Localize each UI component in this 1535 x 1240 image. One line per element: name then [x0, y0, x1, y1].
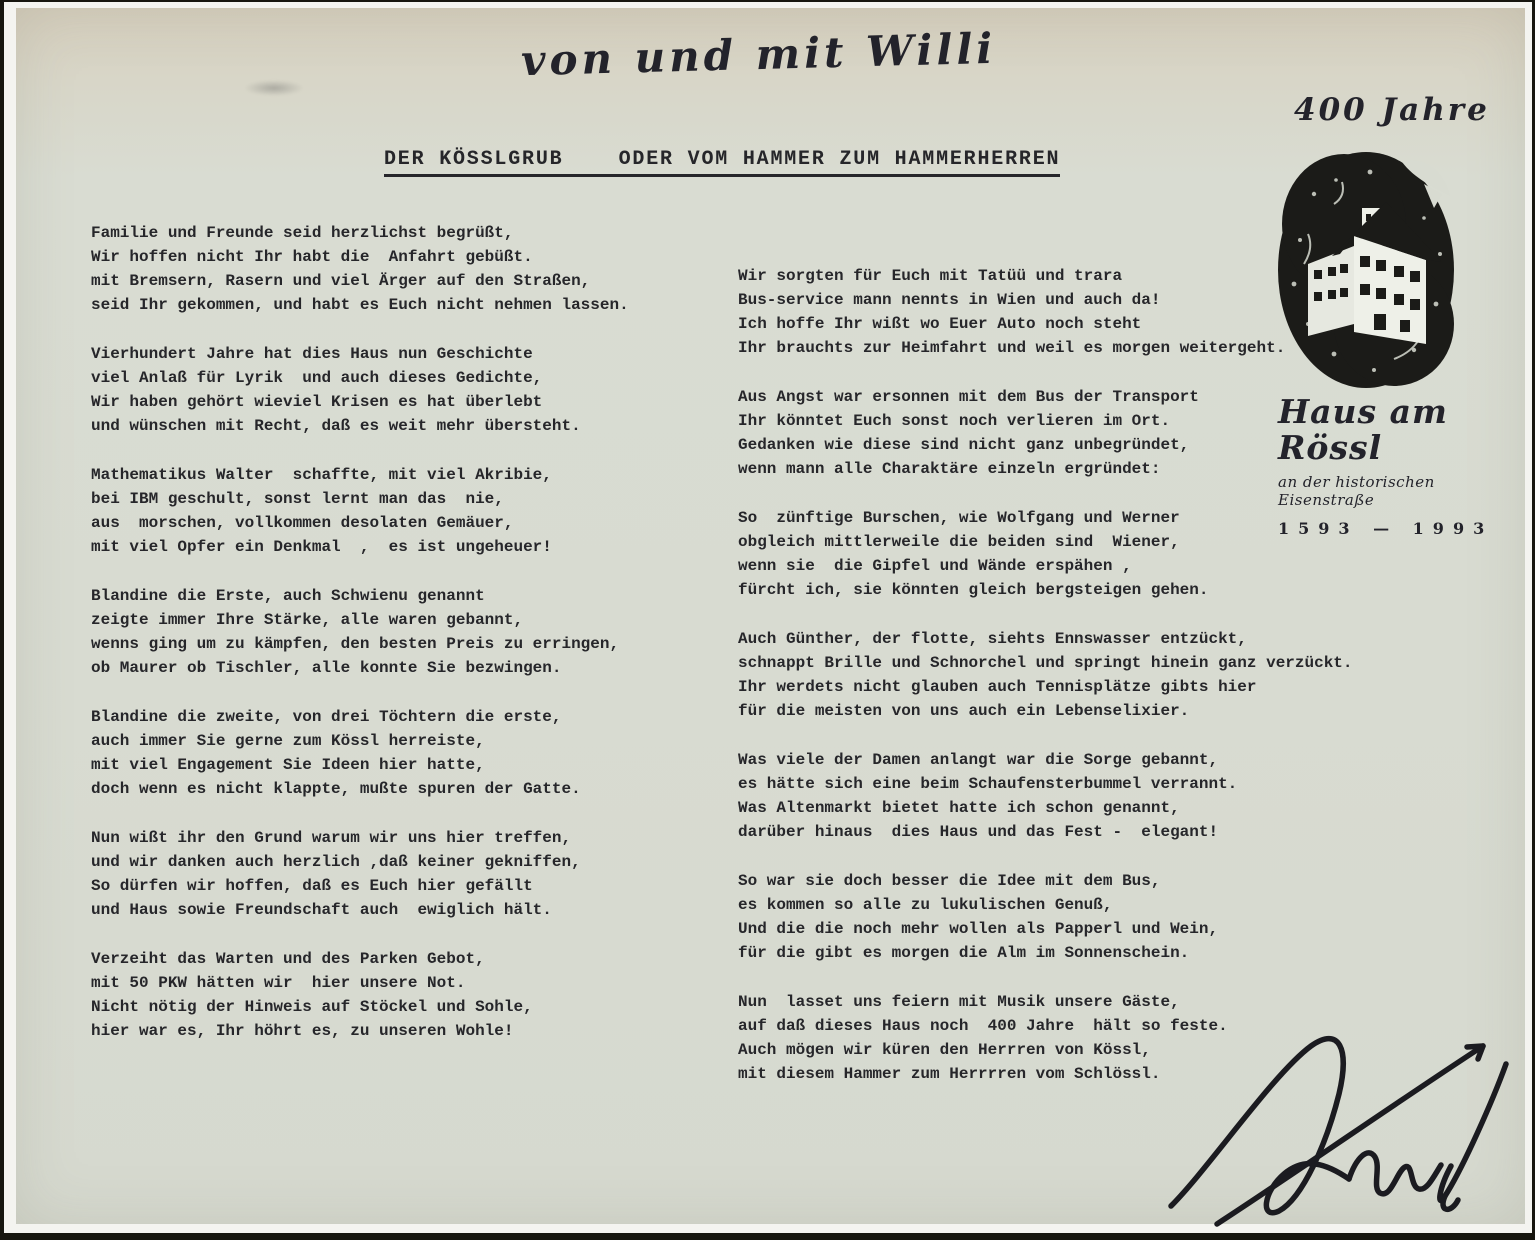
poem-column-left — [91, 221, 721, 1068]
poem-line: ob Maurer ob Tischler, alle konnte Sie bezwingen. — [91, 659, 562, 677]
stanza — [91, 826, 721, 922]
poem-line: wenns ging um zu kämpfen, den besten Preis zu erringen, — [91, 635, 620, 653]
poem-line: Ihr brauchts zur Heimfahrt und weil es morgen weitergeht. — [738, 339, 1286, 357]
stanza — [91, 584, 721, 680]
poem-line: für die gibt es morgen die Alm im Sonnenschein. — [738, 944, 1190, 962]
poem-line: viel Anlaß für Lyrik und auch dieses Gedichte, — [91, 369, 543, 387]
poem-line: seid Ihr gekommen, und habt es Euch nicht nehmen lassen. — [91, 296, 629, 314]
poem-line: Nun wißt ihr den Grund warum wir uns hier treffen, — [91, 829, 572, 847]
top-handwriting: von und mit Willi — [520, 23, 997, 86]
stanza — [91, 947, 721, 1043]
poem-line: wenn mann alle Charaktäre einzeln ergründet: — [738, 460, 1161, 478]
poem-line: mit diesem Hammer zum Herrrren vom Schlössl. — [738, 1065, 1161, 1083]
poem-line: Wir haben gehört wieviel Krisen es hat überlebt — [91, 393, 543, 411]
stanza — [738, 869, 1378, 965]
stanza — [738, 748, 1378, 844]
stanza — [91, 221, 721, 317]
poem-line: schnappt Brille und Schnorchel und springt hinein ganz verzückt. — [738, 654, 1353, 672]
poem-line: Aus Angst war ersonnen mit dem Bus der Transport — [738, 388, 1199, 406]
poem-line: So war sie doch besser die Idee mit dem Bus, — [738, 872, 1161, 890]
poem-line: und Haus sowie Freundschaft auch ewiglich hält. — [91, 901, 552, 919]
stanza — [91, 705, 721, 801]
house-woodcut-stamp-icon — [1274, 144, 1464, 394]
poem-line: Wir sorgten für Euch mit Tatüü und trara — [738, 267, 1123, 285]
poem-line: Nicht nötig der Hinweis auf Stöckel und Sohle, — [91, 998, 533, 1016]
poem-line: es kommen so alle zu lukulischen Genuß, — [738, 896, 1113, 914]
poem-line: Ihr werdets nicht glauben auch Tennisplätze gibts hier — [738, 678, 1257, 696]
stanza — [91, 342, 721, 438]
pencil-smudge — [244, 80, 304, 96]
poem-line: Was Altenmarkt bietet hatte ich schon genannt, — [738, 799, 1180, 817]
poem-line: Familie und Freunde seid herzlichst begrüßt, — [91, 224, 514, 242]
poem-line: Auch mögen wir küren den Herrren von Kössl, — [738, 1041, 1151, 1059]
poem-line: Blandine die zweite, von drei Töchtern die erste, — [91, 708, 562, 726]
poem-line: fürcht ich, sie könnten gleich bergsteigen gehen. — [738, 581, 1209, 599]
poem-line: Blandine die Erste, auch Schwienu genannt — [91, 587, 485, 605]
poem-line: Nun lasset uns feiern mit Musik unsere Gäste, — [738, 993, 1180, 1011]
emblem-name: Haus am Rössl — [1278, 392, 1448, 468]
poem-line: wenn sie die Gipfel und Wände erspähen , — [738, 557, 1132, 575]
poem-line: und wir danken auch herzlich ,daß keiner gekniffen, — [91, 853, 581, 871]
poem-line: So dürfen wir hoffen, daß es Euch hier gefällt — [91, 877, 533, 895]
poem-line: und wünschen mit Recht, daß es weit mehr übersteht. — [91, 417, 581, 435]
paper-sheet — [16, 8, 1525, 1224]
poem-line: Und die die noch mehr wollen als Papperl und Wein, — [738, 920, 1219, 938]
stanza — [738, 627, 1378, 723]
poem-line: Verzeiht das Warten und des Parken Gebot, — [91, 950, 485, 968]
poem-line: So zünftige Burschen, wie Wolfgang und Werner — [738, 509, 1180, 527]
poem-line: Ihr könntet Euch sonst noch verlieren im Ort. — [738, 412, 1171, 430]
poem-line: Bus-service mann nennts in Wien und auch da! — [738, 291, 1161, 309]
poem-line: hier war es, Ihr höhrt es, zu unseren Wohle! — [91, 1022, 514, 1040]
poem-line: bei IBM geschult, sonst lernt man das nie, — [91, 490, 504, 508]
stanza — [91, 463, 721, 559]
page-title: DER KÖSSLGRUB ODER VOM HAMMER ZUM HAMMERHERREN — [384, 148, 1060, 177]
poem-line: Auch Günther, der flotte, siehts Ennswasser entzückt, — [738, 630, 1247, 648]
poem-line: Wir hoffen nicht Ihr habt die Anfahrt gebüßt. — [91, 248, 533, 266]
emblem-years: 1593 — 1993 — [1278, 518, 1494, 538]
poem-line: aus morschen, vollkommen desolaten Gemäuer, — [91, 514, 514, 532]
poem-line: darüber hinaus dies Haus und das Fest - elegant! — [738, 823, 1219, 841]
poem-line: doch wenn es nicht klappte, mußte spuren der Gatte. — [91, 780, 581, 798]
emblem-subtitle: an der historischen Eisenstraße — [1278, 472, 1435, 509]
emblem-text-block — [1278, 394, 1508, 538]
poem-line: mit 50 PKW hätten wir hier unsere Not. — [91, 974, 466, 992]
poem-line: für die meisten von uns auch ein Lebenselixier. — [738, 702, 1190, 720]
poem-line: Was viele der Damen anlangt war die Sorge gebannt, — [738, 751, 1219, 769]
poem-line: mit viel Engagement Sie Ideen hier hatte, — [91, 756, 485, 774]
poem-line: es hätte sich eine beim Schaufensterbummel verrannt. — [738, 775, 1238, 793]
poem-line: auf daß dieses Haus noch 400 Jahre hält so feste. — [738, 1017, 1228, 1035]
poem-line: obgleich mittlerweile die beiden sind Wiener, — [738, 533, 1180, 551]
years-note: 400 Jahre — [1294, 92, 1490, 128]
poem-line: auch immer Sie gerne zum Kössl herreiste, — [91, 732, 485, 750]
signature — [1151, 1016, 1535, 1240]
poem-line: Gedanken wie diese sind nicht ganz unbegründet, — [738, 436, 1190, 454]
poem-line: Vierhundert Jahre hat dies Haus nun Geschichte — [91, 345, 533, 363]
poem-line: Mathematikus Walter schaffte, mit viel Akribie, — [91, 466, 552, 484]
poem-line: mit Bremsern, Rasern und viel Ärger auf den Straßen, — [91, 272, 591, 290]
poem-line: zeigte immer Ihre Stärke, alle waren gebannt, — [91, 611, 524, 629]
poem-line: Ich hoffe Ihr wißt wo Euer Auto noch steht — [738, 315, 1142, 333]
poem-line: mit viel Opfer ein Denkmal , es ist ungeheuer! — [91, 538, 552, 556]
